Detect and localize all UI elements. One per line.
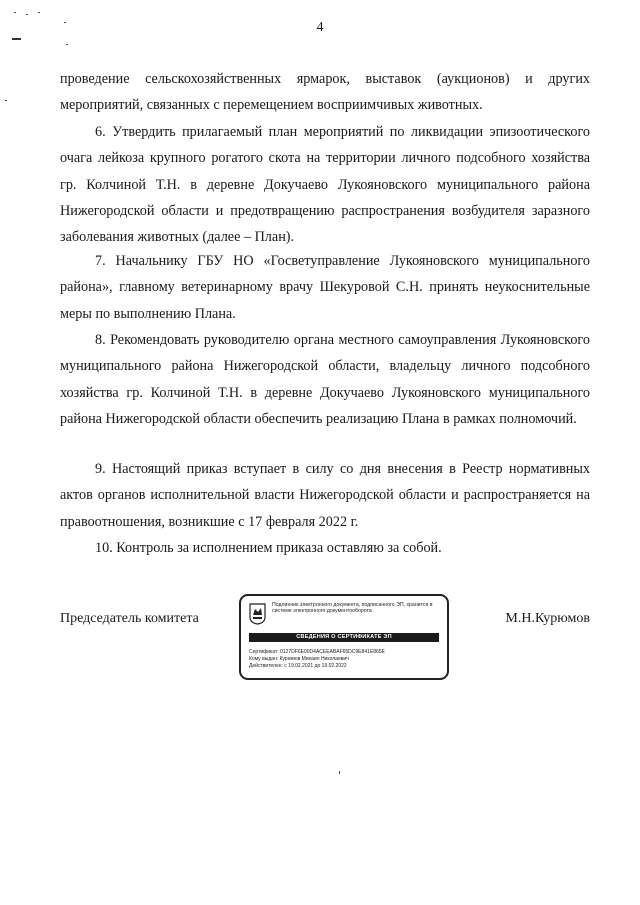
scan-dot — [26, 14, 28, 15]
paragraph-item-6: 6. Утвердить прилагаемый план мероприятий по ликвидации эпизоотического очага лейкоза крупного рогатого скота на территории личного подсобного хозяйства гр. Колчиной Т.Н. в деревне Докучаево Лукояновского муниципального района Нижегородской области и предотвращению распространения возбудителя заразного заболевания животных (далее – План). — [60, 124, 590, 246]
page-number: 4 — [316, 20, 324, 35]
scan-dot — [66, 44, 68, 45]
stamp-validity: Действителен: с 19.02.2021 до 19.02.2022 — [249, 663, 347, 669]
paragraph-item-8: 8. Рекомендовать руководителю органа местного самоуправления Лукояновского муниципального района Нижегородской области, владельцу личного подсобного хозяйства гр. Колчиной Т.Н. в деревне Докучаево Лукояновского муниципального района Нижегородской области обеспечить реализацию Плана в рамках полномочий. — [60, 332, 590, 427]
stamp-issued-to: Кому выдан: Курюмов Михаил Николаевич — [249, 656, 349, 662]
stamp-note: Подлинник электронного документа, подписанного ЭП, хранится в системе электронного документооборота — [272, 602, 433, 615]
stamp-header: СВЕДЕНИЯ О СЕРТИФИКАТЕ ЭП — [249, 633, 439, 642]
scan-mark — [12, 38, 21, 40]
scan-dot — [339, 771, 340, 774]
electronic-signature-stamp — [239, 594, 449, 680]
scan-dot — [5, 100, 7, 101]
paragraph-item-7: 7. Начальнику ГБУ НО «Госветуправление Лукояновского муниципального района», главному ветеринарному врачу Шекуровой С.Н. принять неукоснительные меры по выполнению Плана. — [60, 253, 590, 322]
scan-dot — [14, 12, 16, 13]
signer-name: М.Н.Курюмов — [505, 611, 590, 626]
paragraph-continuation: проведение сельскохозяйственных ярмарок, выставок (аукционов) и других мероприятий, связанных с перемещением восприимчивых животных. — [60, 71, 590, 114]
scan-dot — [38, 12, 40, 13]
stamp-certificate: Сертификат: 0127DF6E00D4ACEEABAF65DC9E841E865E — [249, 649, 385, 655]
paragraph-item-9: 9. Настоящий приказ вступает в силу со дня внесения в Реестр нормативных актов органов исполнительной власти Нижегородской области и распространяется на правоотношения, возникшие с 17 февраля 2022 г. — [60, 461, 590, 530]
signer-title: Председатель комитета — [60, 611, 199, 626]
coat-of-arms-icon — [249, 603, 266, 625]
paragraph-item-10: 10. Контроль за исполнением приказа оставляю за собой. — [95, 540, 442, 556]
